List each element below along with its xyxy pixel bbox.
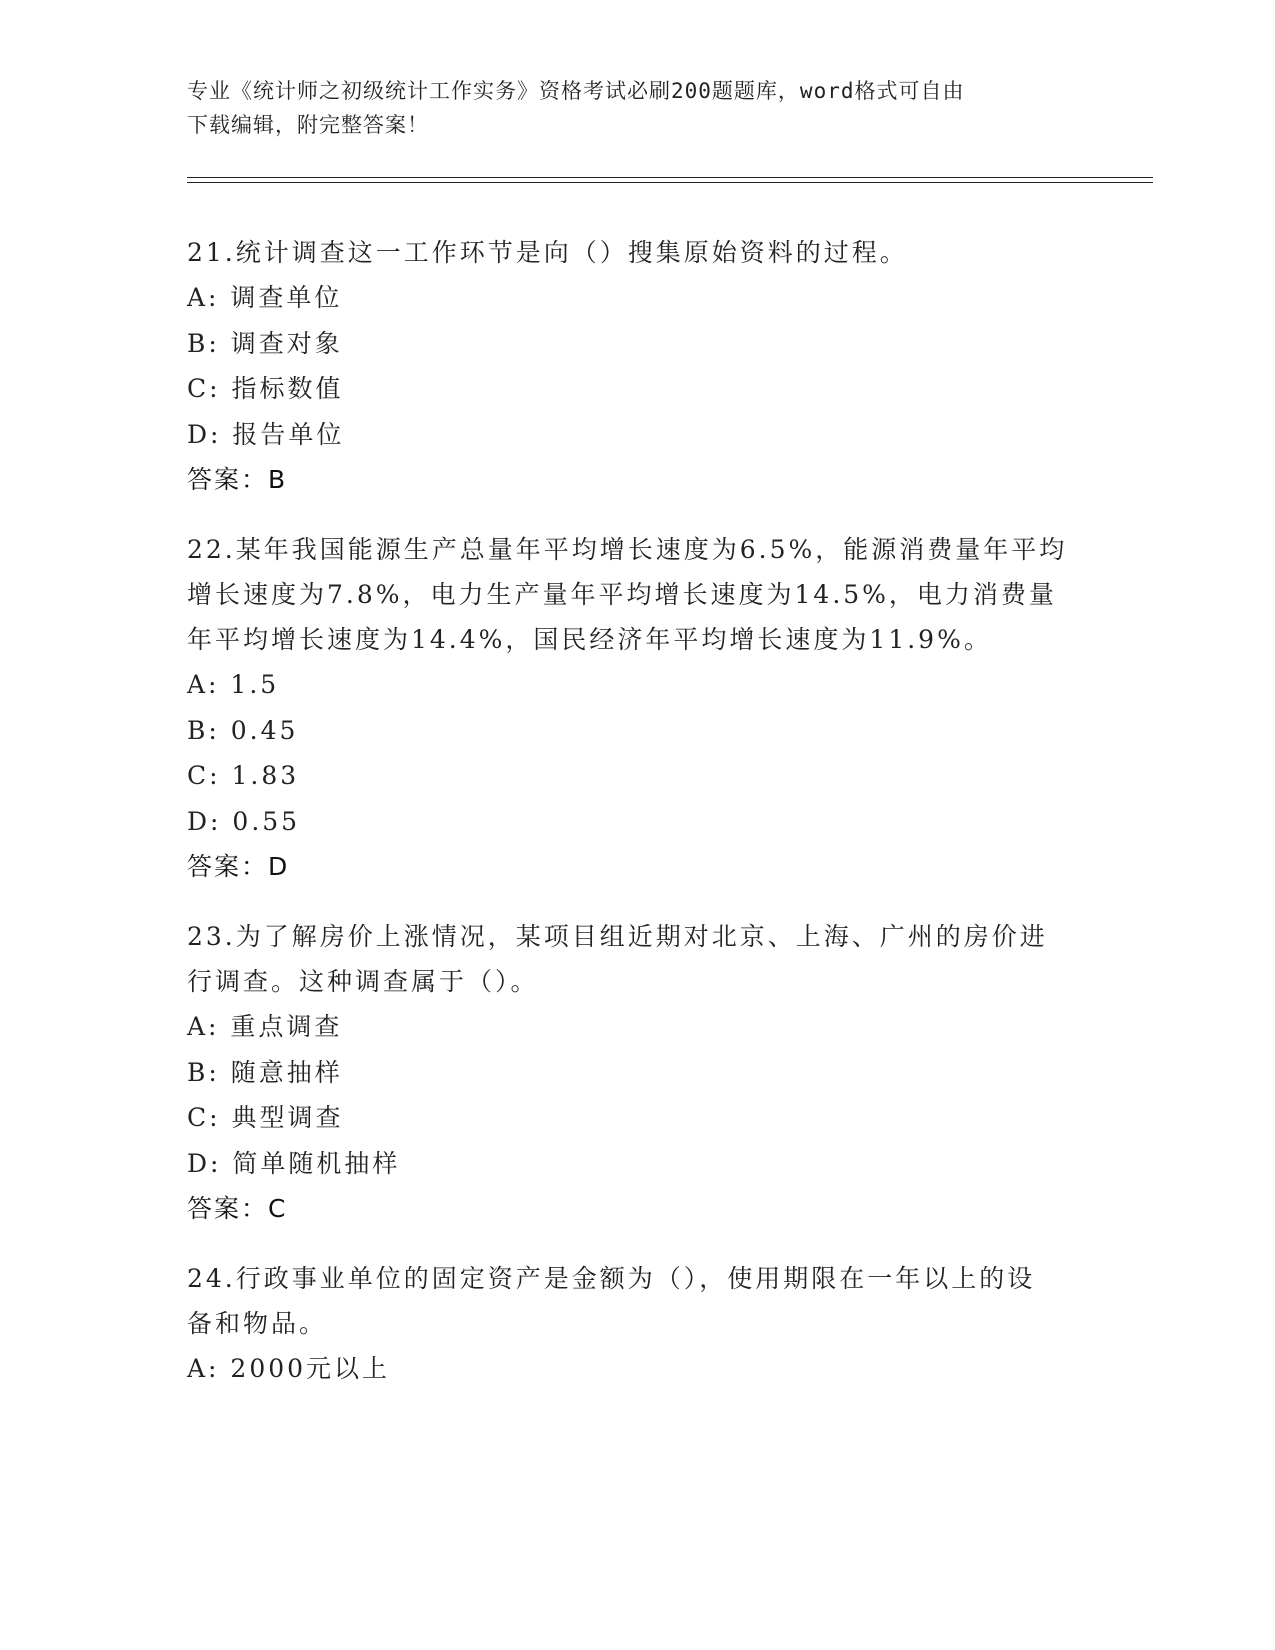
option-d: D: 报告单位: [187, 419, 345, 449]
question-23: [187, 914, 1087, 1231]
header-line-2: 下载编辑，附完整答案！: [187, 113, 429, 137]
question-21: [187, 230, 1087, 502]
option-c: C: 典型调查: [187, 1103, 344, 1132]
question-stem-line-2: 行调查。这种调查属于（）。: [187, 967, 539, 996]
question-24: [187, 1256, 1087, 1392]
option-c: C: 1.83: [187, 761, 300, 790]
option-c: C: 指标数值: [187, 374, 344, 403]
question-list: [187, 230, 1087, 1417]
option-b: B: 0.45: [187, 715, 299, 745]
answer: 答案：B: [187, 465, 288, 494]
question-stem-line-2: 增长速度为7.8%，电力生产量年平均增长速度为14.5%，电力消费量: [187, 580, 1057, 609]
option-a: A: 重点调查: [187, 1012, 343, 1041]
question-stem-line-1: 22.某年我国能源生产总量年平均增长速度为6.5%，能源消费量年平均: [187, 535, 1068, 564]
question-stem-line-1: 24.行政事业单位的固定资产是金额为（），使用期限在一年以上的设: [187, 1264, 1036, 1293]
header-divider-top: [187, 177, 1153, 178]
header-divider-bottom: [187, 182, 1153, 183]
option-b: B: 随意抽样: [187, 1057, 343, 1087]
question-22: [187, 527, 1087, 889]
option-a: A: 1.5: [187, 670, 280, 699]
question-stem: 21.统计调查这一工作环节是向（）搜集原始资料的过程。: [187, 238, 908, 267]
question-stem-line-2: 备和物品。: [187, 1309, 328, 1338]
document-header: [187, 74, 1067, 142]
answer: 答案：D: [187, 852, 290, 881]
option-d: D: 0.55: [187, 806, 301, 836]
option-a: A: 调查单位: [187, 283, 343, 312]
question-stem-line-1: 23.为了解房价上涨情况，某项目组近期对北京、上海、广州的房价进: [187, 922, 1048, 951]
header-line-1: 专业《统计师之初级统计工作实务》资格考试必刷200题题库，word格式可自由: [187, 79, 965, 103]
question-stem-line-3: 年平均增长速度为14.4%，国民经济年平均增长速度为11.9%。: [187, 625, 992, 654]
option-b: B: 调查对象: [187, 328, 343, 358]
option-d: D: 简单随机抽样: [187, 1148, 401, 1178]
option-a: A: 2000元以上: [187, 1354, 391, 1383]
answer: 答案：C: [187, 1194, 288, 1223]
